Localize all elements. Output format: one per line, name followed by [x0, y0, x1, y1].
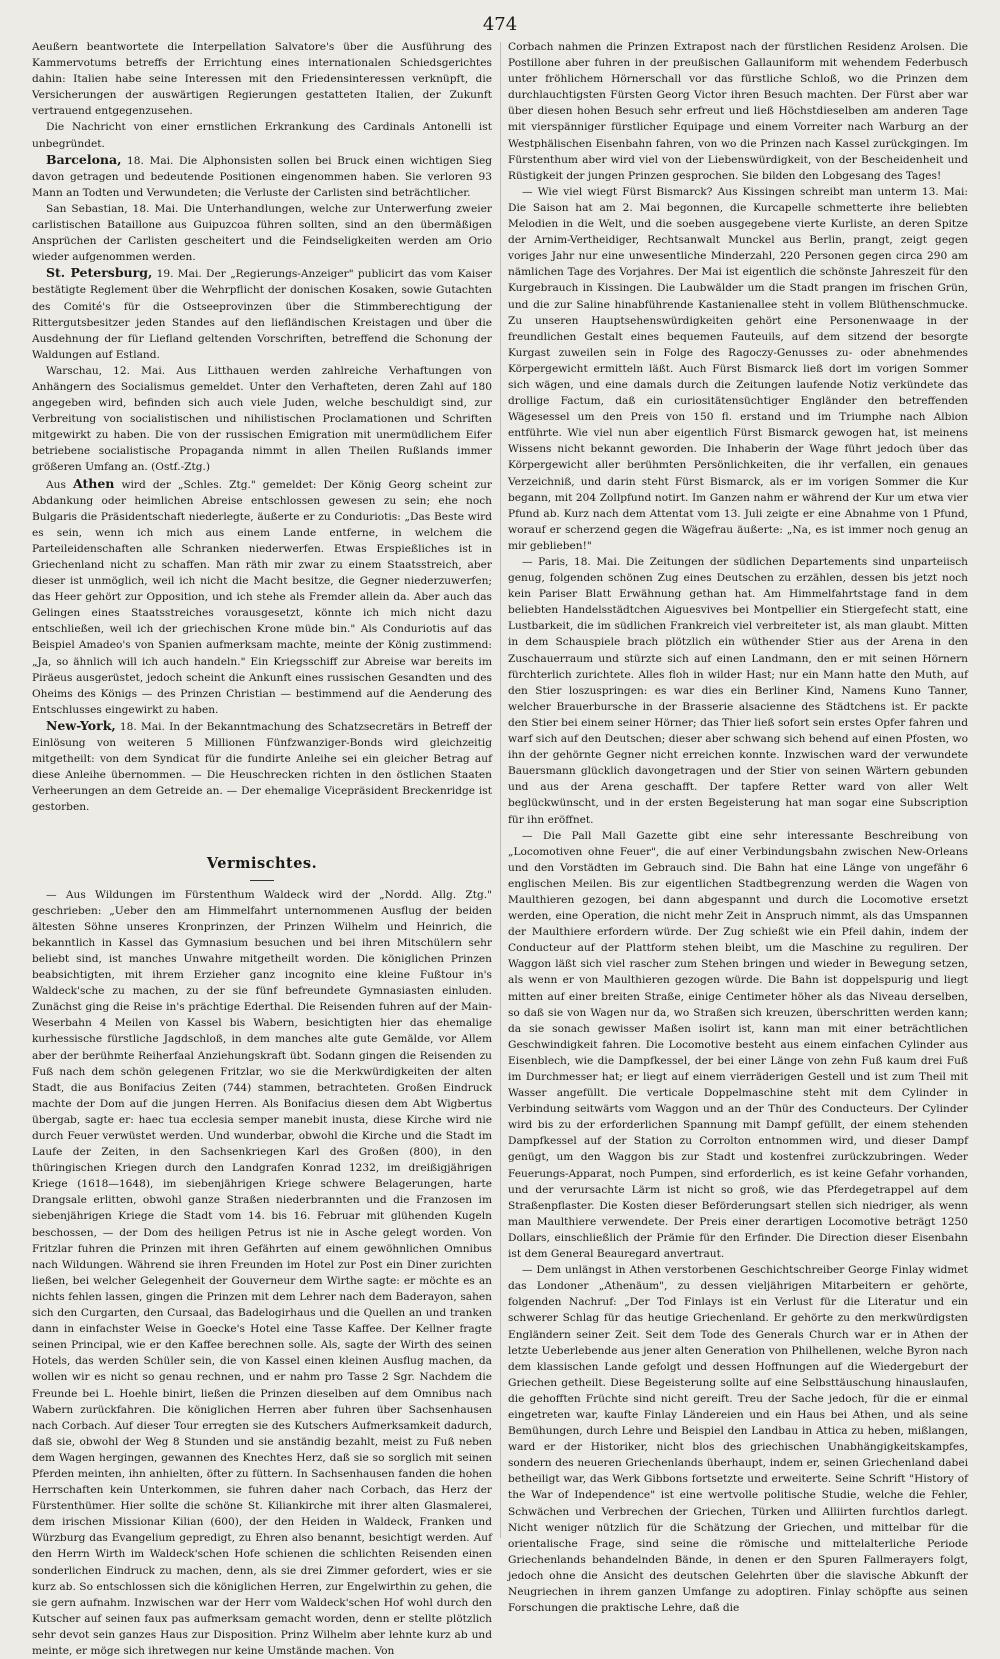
paragraph-text: Corbach nahmen die Prinzen Extrapost nach der fürstlichen Residenz Arolsen. Die Postillone aber fuhren in der preußischen Gallauniform mit wehendem Federbusch unter fröhlichem Hörnerschall vor das fürstliche Schloß, wo die Prinzen dem durchlauchtigsten Fürsten Georg Victor ihren Besuch machten. Der Fürst aber war über diesen hohen Besuch sehr erfreut und ließ Höchstdieselben am anderen Tage mit vierspänniger fürstlicher Equipage und einem Vorreiter nach Warburg an der Westphälischen Eisenbahn fahren, von wo die Prinzen nach Kassel zurückgingen. Im Fürstenthum aber wird viel von der Liebenswürdigkeit, von der Bescheidenheit und Rüstigkeit der jungen Prinzen gesprochen. Sie bilden den Lobgesang des Tages!	[508, 41, 968, 182]
article-paragraph	[32, 887, 492, 1659]
article-paragraph	[508, 39, 968, 184]
paragraph-text: Die Nachricht von einer ernstlichen Erkrankung des Cardinals Antonelli ist unbegründet.	[32, 121, 492, 150]
article-paragraph	[32, 265, 492, 363]
article-paragraph	[508, 184, 968, 554]
paragraph-text: 18. Mai. In der Bekanntmachung des Schatzsecretärs in Betreff der Einlösung von weiteren 5 Millionen Fünfzwanziger-Bonds wird gleichzeitig mitgetheilt: von dem Syndicat für die fundirte Anleihe sei ein gleicher Betrag auf diese Anleihe übernommen. — Die Heuschrecken richten in den östlichen Staaten Verheerungen an dem Getreide an. — Der ehemalige Vicepräsident Breckenridge ist gestorben.	[32, 720, 492, 814]
paragraph-text: — Wie viel wiegt Fürst Bismarck? Aus Kissingen schreibt man unterm 13. Mai: Die Saison hat am 2. Mai begonnen, die Kurcapelle schmetterte ihre beliebten Melodien in die Welt, und die soeben ausgegebene vierte Kurliste, an deren Spitze der Arnim-Vertheidiger, Rechtsanwalt Munckel aus Berlin, prangt, zeigt gegen voriges Jahr nur eine unwesentliche Minderzahl, 220 Personen gegen circa 290 am nämlichen Tage des Vorjahres. Der Mai ist eigentlich die schönste Jahreszeit für den Kurgebrauch in Kissingen. Die Laubwälder um die Stadt prangen im frischen Grün, und die zur Saline hinabführende Kastanienallee steht in vollem Blüthenschmucke. Zu unseren Hauptsehenswürdigkeiten gehört eine Personenwaage in der freundlichen Gestalt eines bequemen Fauteuils, auf dem sitzend der besorgte Kurgast zuweilen sein in Folge des Ragoczy-Genusses zu- oder abnehmendes Körpergewicht ermitteln läßt. Auch Fürst Bismarck ließ dort im vorigen Sommer sich wägen, und eine damals durch die Zeitungen laufende Notiz verkündete das drollige Factum, daß ein curiositätensüchtiger Engländer den betreffenden Wägesessel um den Preis von 150 fl. erstand und im Triumphe nach Albion entführte. Wie viel nun aber eigentlich Fürst Bismarck gewogen hat, ist meinens Wissens nicht bekannt geworden. Die Inhaberin der Wage führt jedoch über das Körpergewicht aller berühmten Persönlichkeiten, die ihr verfallen, ein genaues Verzeichniß, und darin steht Fürst Bismarck, als er im vorigen Sommer die Kur begann, mit 204 Zollpfund notirt. Im Ganzen nahm er während der Kur um etwa vier Pfund ab. Kurz nach dem Attentat vom 13. Juli zeigte er eine Abnahme von 1 Pfund, worauf er scherzend gegen die Wägefrau äußerte: „Na, es ist immer noch genug an mir geblieben!"	[508, 185, 968, 552]
paragraph-text: 19. Mai. Der „Regierungs-Anzeiger" publicirt das vom Kaiser bestätigte Reglement über die Wehrpflicht der donischen Kosaken, sowie Gutachten des Comité's für die Ostseeprovinzen über die Stimmberechtigung der Rittergutsbesitzer jeden Standes auf den liefländischen Kreistagen und über die Ausdehnung der für Liefland geltenden Vorschriften, betreffend die Schonung der Waldungen auf Estland.	[32, 268, 492, 361]
paragraph-text: 18. Mai. Die Alphonsisten sollen bei Bruck einen wichtigen Sieg davon getragen und bedeutende Positionen eingenommen haben. Sie verloren 93 Mann an Todten und Verwundeten; die Verluste der Carlisten sind beträchtlicher.	[32, 154, 492, 199]
dateline: Athen	[73, 475, 115, 491]
paragraph-text: wird der „Schles. Ztg." gemeldet: Der König Georg scheint zur Abdankung oder heimlichen Abreise entschlossen gewesen zu sein; ehe noch Bulgaris die Präsidentschaft niederlegte, äußerte er zu Conduriotis: „Das Beste wird es sein, wenn ich mich aus einem Lande entferne, in welchem die Parteileidenschaften alle Schranken niederwerfen. Etwas Erspießliches ist in Griechenland nicht zu schaffen. Man räth mir zwar zu einem Staatsstreich, aber dieser ist unmöglich, weil ich nicht die Macht besitze, die Gegner niederzuwerfen; das Heer gehört zur Opposition, und ich stehe als Fremder allein da. Aber auch das Gelingen eines Staatsstreiches vorausgesetzt, könnte ich mich nicht dazu entschließen, weil ich der griechischen Krone müde bin." Als Conduriotis auf das Beispiel Amadeo's von Spanien aufmerksam machte, meinte der König zustimmend: „Ja, so ähnlich will ich auch handeln." Ein Kriegsschiff zur Abreise war bereits im Piräeus ausgerüstet, jedoch scheint die Ankunft eines russischen Gesandten und des Oheims des Königs — des Prinzen Christian — bestimmend auf die Aenderung des Entschlusses eingewirkt zu haben.	[32, 478, 492, 716]
dateline: Barcelona,	[46, 151, 122, 167]
article-paragraph	[508, 828, 968, 1263]
article-paragraph	[32, 201, 492, 265]
paragraph-text: San Sebastian, 18. Mai. Die Unterhandlungen, welche zur Unterwerfung zweier carlistischen Bataillone aus Guipuzcoa führen sollten, sind an den übermäßigen Ansprüchen der Carlisten gescheitert und die Feindseligkeiten werden am Orio wieder aufgenommen werden.	[32, 202, 492, 264]
paragraph-text: Aeußern beantwortete die Interpellation Salvatore's über die Ausführung des Kammervotums betreffs der Errichtung eines internationalen Schiedsgerichtes dahin: Italien habe seine Interessen mit den Friedensinteressen verknüpft, die Versicherungen der auswärtigen Regierungen gestatteten Italien, der Zukunft vertrauend entgegenzusehen.	[32, 41, 492, 118]
right-column	[508, 39, 968, 1615]
paragraph-text: — Aus Wildungen im Fürstenthum Waldeck wird der „Nordd. Allg. Ztg." geschrieben: „Ueber den am Himmelfahrt unternommenen Ausflug der beiden ältesten Söhne unseres Kronprinzen, der Prinzen Wilhelm und Heinrich, die bekanntlich in Kassel das Gymnasium besuchen und bei ihren Mitschülern sehr beliebt sind, ist manches Unwahre mitgetheilt worden. Die königlichen Prinzen beabsichtigten, mit ihrem Erzieher ganz incognito eine kleine Fußtour in's Waldeck'sche zu machen, zu der sie fünf befreundete Gymnasiasten einluden. Zunächst ging die Reise in's prächtige Ederthal. Die Reisenden fuhren auf der Main-Weserbahn 4 Meilen von Kassel bis Wabern, besichtigten hier das ehemalige kurhessische fürstliche Jagdschloß, in dem manches alte gute Gemälde, vor Allem aber der berühmte Reiherfaal Anziehungskraft übt. Sodann gingen die Reisenden zu Fuß nach dem schön gelegenen Fritzlar, wo sie die Merkwürdigkeiten der alten Stadt, die aus Bonifacius Zeiten (744) stammen, betrachteten. Großen Eindruck machte der Dom auf die jungen Herren. Als Bonifacius diesen dem Abt Wigbertus übergab, sagte er: haec tua ecclesia semper manebit inusta, diese Kirche wird nie durch Feuer verwüstet werden. Und wunderbar, obwohl die Kirche und die Stadt im Laufe der Zeiten, in den Sachsenkriegen Karl des Großen (800), in den thüringischen Kriegen durch den Landgrafen Konrad 1232, im dreißigjährigen Kriege (1618—1648), im siebenjährigen Kriege schwere Belagerungen, harte Drangsale erlitten, obwohl ganze Straßen niederbrannten und die Franzosen im siebenjährigen Kriege die Stadt vom 14. bis 16. Februar mit glühenden Kugeln beschossen, — der Dom des heiligen Petrus ist nie in Asche gelegt worden. Von Fritzlar fuhren die Prinzen mit ihren Gefährten auf einem gewöhnlichen Omnibus nach Wildungen. Während sie ihren Freunden im Hotel zur Post ein Diner zurichten ließen, bei welcher Gelegenheit der Gouverneur dem Wirthe sagte: er möchte es an nichts fehlen lassen, gingen die Prinzen mit dem Lehrer nach dem Baderayon, sahen sich den Curgarten, den Cursaal, das Badelogirhaus und die Quellen an und tranken dann in einfachster Weise in Goecke's Hotel eine Tasse Kaffee. Der Kellner fragte seinen Principal, wie er den Kaffee berechnen solle. Als, sagte der Wirth des seinen Hotels, das werden Schüler sein, die von Kassel einen kleinen Ausflug machen, da wollen wir es nicht so genau rechnen, und er nahm pro Tasse 2 Sgr. Nachdem die Freunde bei L. Hoehle binirt, ließen die Prinzen dieselben auf dem Omnibus nach Wabern zurückfahren. Die königlichen Herren aber fuhren über Sachsenhausen nach Corbach. Auf dieser Tour erregten sie des Kutschers Aufmerksamkeit dadurch, daß sie, obwohl der Weg 8 Stunden und sie anständig bezahlt, meist zu Fuß neben dem Wagen hergingen, gewannen des Knechtes Herz, daß sie so sorglich mit seinen Pferden meinten, ihn anhielten, öfter zu füttern. In Sachsenhausen fanden die hohen Herrschaften kein Unterkommen, sie fuhren daher nach Corbach, das Herz der Fürstenthümer. Hier sollte die schöne St. Kiliankirche mit ihrer alten Glasmalerei, dem irischen Missionar Kilian (600), der den Heiden in Waldeck, Franken und Würzburg das Evangelium gepredigt, zu Ehren also benannt, besichtigt werden. Auf den Herrn Wirth im Waldeck'schen Hofe schienen die schlichten Reisenden einen sonderlichen Eindruck zu machen, denn, als sie drei Zimmer gefordert, wies er sie kurz ab. So entschlossen sich die königlichen Herren, zur Engelwirthin zu gehen, die sie gern aufnahm. Inzwischen war der Herr vom Waldeck'schen Hof wohl durch den Kutscher auf seinen faux pas aufmerksam gemacht worden, denn er stellte plötzlich sehr devot sein ganzes Haus zur Disposition. Prinz Wilhelm aber lehnte kurz ab und meinte, er möge sich ihretwegen nur keine Umstände machen. Von	[32, 888, 492, 1657]
page-number: 474	[482, 14, 518, 35]
article-paragraph	[32, 476, 492, 718]
dateline: New-York,	[46, 717, 116, 733]
article-paragraph	[508, 554, 968, 828]
paragraph-text: — Die Pall Mall Gazette gibt eine sehr interessante Beschreibung von „Locomotiven ohne Feuer", die auf einer Verbindungsbahn zwischen New-Orleans und den Vorstädten im Gebrauch sind. Die Bahn hat eine Länge von ungefähr 6 englischen Meilen. Bis zur eigentlichen Stadtbegrenzung werden die Wagen von Maulthieren gezogen, bei dann abgespannt und durch die Locomotive ersetzt werden, eine Operation, die nicht mehr Zeit in Anspruch nimmt, als das Umspannen der Maulthiere erfordern würde. Der Zug schießt wie ein Pfeil dahin, indem der Conducteur auf der Plattform stehen bleibt, um die Maschine zu reguliren. Der Waggon läßt sich viel rascher zum Stehen bringen und wieder in Bewegung setzen, als wenn er von Maulthieren gezogen würde. Die Bahn ist doppelspurig und liegt mitten auf einer breiten Straße, einige Centimeter höher als das Niveau derselben, so daß sie von Wagen nur da, wo Straßen sich kreuzen, überschritten werden kann; da sie sonach gewisser Maßen isolirt ist, kann man mit einer beträchtlichen Geschwindigkeit fahren. Die Locomotive besteht aus einem einfachen Cylinder aus Eisenblech, wie die Dampfkessel, der bei einer Länge von zehn Fuß kaum drei Fuß im Durchmesser hat; er liegt auf einem vierräderigen Gestell und ist zum Theil mit Wasser angefüllt. Die verticale Doppelmaschine steht mit dem Cylinder in Verbindung seitwärts vom Waggon und an der Thür des Conducteurs. Der Cylinder wird bis zu der erforderlichen Spannung mit Dampf gefüllt, der einem stehenden Dampfkessel auf der Station zu Corrolton entnommen wird, und dieser Dampf genügt, um den Waggon bis zur Stadt und kostenfrei zurückzubringen. Weder Feuerungs-Apparat, noch Pumpen, sind erforderlich, es ist keine Gefahr vorhanden, und der verursachte Lärm ist nicht so groß, wie das Pferdegetrappel auf dem Straßenpflaster. Die Kosten dieser Beförderungsart stellen sich niedriger, als wenn man Maulthiere verwendete. Der Preis einer derartigen Locomotive beträgt 1250 Dollars, einschließlich der Prämie für den Erfinder. Die Direction dieser Eisenbahn ist dem General Beauregard anvertraut.	[508, 829, 968, 1261]
article-paragraph	[32, 718, 492, 816]
column-divider	[500, 42, 501, 1538]
paragraph-text: — Dem unlängst in Athen verstorbenen Geschichtschreiber George Finlay widmet das Londoner „Athenäum", zu dessen vieljährigen Mitarbeitern er gehörte, folgenden Nachruf: „Der Tod Finlays ist ein Verlust für die Literatur und ein schwerer Schlag für das heutige Griechenland. Er gehörte zu den merkwürdigsten Engländern seiner Zeit. Seit dem Tode des Generals Church war er in Athen der letzte Ueberlebende aus jener alten Generation von Philhellenen, welche Byron nach dem klassischen Lande gefolgt und dessen Hoffnungen auf die Wiedergeburt der Griechen getheilt. Diese Begeisterung sollte auf eine Selbsttäuschung hinauslaufen, die gehofften Früchte sind nicht gereift. Treu der Sache jedoch, für die er einmal eingetreten war, kaufte Finlay Ländereien und ein Haus bei Athen, und als seine Bemühungen, durch Lehre und Beispiel den Landbau in Attica zu heben, mißlangen, ward er der Historiker, nicht blos des griechischen Unabhängigkeitskampfes, sondern des neueren Griechenlands überhaupt, indem er, seinen Griechenland dabei betheiligt war, das Werk Gibbons fortsetzte und erweiterte. Seine Schrift "History of the War of Independence" ist eine wertvolle politische Studie, welche die Fehler, Schwächen und Verbrechen der Griechen, Türken und Alliirten furchtlos darlegt. Nicht weniger nützlich für die Schätzung der Griechen, und mittelbar für die orientalische Frage, sind seine die römische und mittelalterliche Periode Griechenlands behandelnden Bände, in denen er den Spuren Fallmerayers folgt, jedoch ohne die Ansicht des deutschen Gelehrten über die slavische Abkunft der Neugriechen in ihrem ganzen Umfange zu adoptiren. Finlay schöpfte aus seinen Forschungen die praktische Lehre, daß die	[508, 1264, 968, 1615]
left-column	[32, 39, 492, 1657]
paragraph-lead: Aus	[46, 478, 73, 491]
heading-rule	[250, 880, 274, 881]
dateline: St. Petersburg,	[46, 265, 153, 281]
article-paragraph	[32, 119, 492, 151]
article-paragraph	[32, 363, 492, 476]
article-paragraph	[32, 152, 492, 201]
article-paragraph	[32, 39, 492, 119]
paragraph-text: — Paris, 18. Mai. Die Zeitungen der südlichen Departements sind unparteiisch genug, folgenden schönen Zug eines Deutschen zu erzählen, dessen bis jetzt noch kein Pariser Blatt Erwähnung gethan hat. Am Himmelfahrtstage fand in dem beliebten Handelsstädtchen Aiguesvives bei Montpellier ein Stiergefecht statt, eine Lustbarkeit, die im südlichen Frankreich viel verbreiteter ist, als man glaubt. Mitten in dem Schauspiele brach plötzlich ein wüthender Stier aus der Arena in den Zuschauerraum und stürzte sich auf einen Landmann, den er mit seinen Hörnern fürchterlich zurichtete. Alles floh in wilder Hast; nur ein Mann hatte den Muth, auf den Stier loszuspringen: es war dies ein Berliner Kind, Namens Kuno Tanner, welcher Brauerbursche in der Brasserie alsacienne des Städtchens ist. Er packte den Stier bei einem seiner Hörner; das Thier ließ sofort sein erstes Opfer fahren und warf sich auf den Deutschen; dieser aber schwang sich behend auf einen Pfosten, wo ihn der gehörnte Gegner nicht erreichen konnte. Inzwischen ward der verwundete Bauersmann glücklich davongetragen und der Stier von seinen Wärtern gebunden und aus der Arena geschafft. Der tapfere Retter ward von aller Welt beglückwünscht, und in der ersten Begeisterung hat man sogar eine Subscription für ihn eröffnet.	[508, 556, 968, 826]
section-heading: Vermischtes.	[206, 854, 318, 872]
article-paragraph	[508, 1262, 968, 1616]
paragraph-text: Warschau, 12. Mai. Aus Litthauen werden zahlreiche Verhaftungen von Anhängern des Socialismus gemeldet. Unter den Verhafteten, deren Zahl auf 180 angegeben wird, befinden sich auch viele Juden, welche beschuldigt sind, zur Verbreitung von socialistischen und nihilistischen Proclamationen und Schriften mitgewirkt zu haben. Die von der russischen Emigration mit unermüdlichem Eifer betriebene socialistische Propaganda nimmt in allen Theilen Rußlands immer größeren Umfang an. (Ostf.-Ztg.)	[32, 364, 492, 474]
